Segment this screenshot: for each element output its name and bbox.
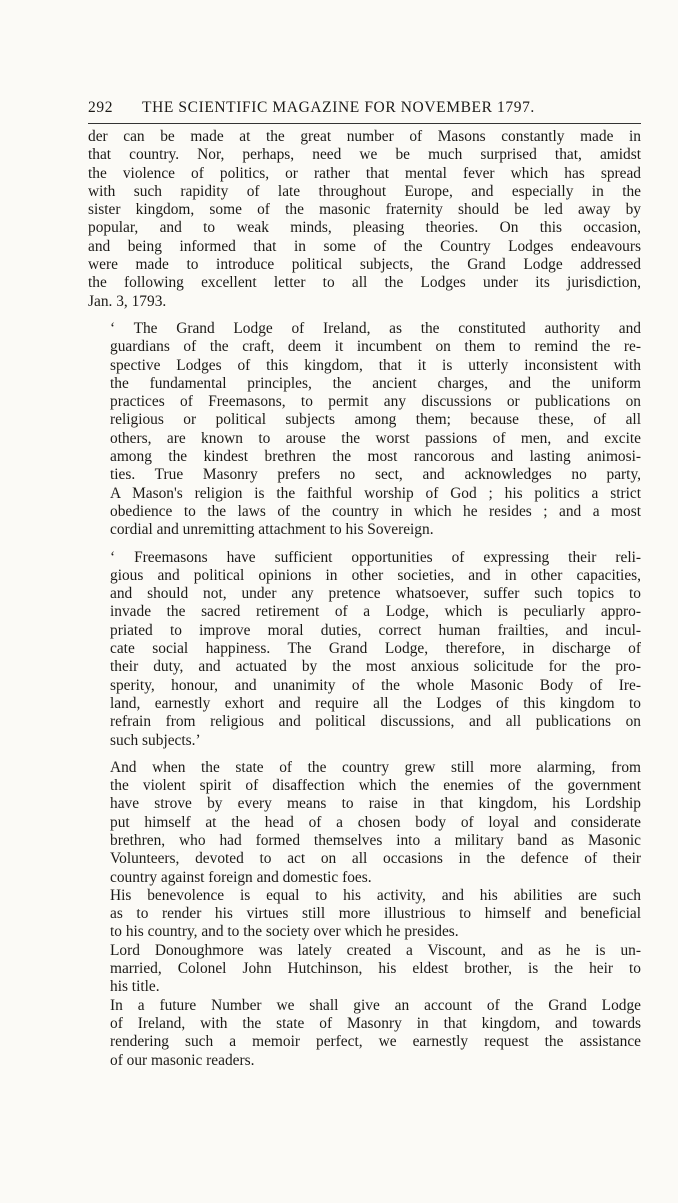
text-line: Volunteers, devoted to act on all occasions in the defence of their	[110, 850, 641, 868]
text-line: practices of Freemasons, to permit any discussions or publications on	[110, 393, 641, 411]
text-line: the violence of politics, or rather that mental fever which has spread	[88, 164, 641, 182]
text-line: their duty, and actuated by the most anxious solicitude for the pro-	[110, 658, 641, 676]
text-line: that country. Nor, perhaps, need we be much surprised that, amidst	[88, 146, 641, 164]
running-header	[88, 99, 640, 117]
text-line: country against foreign and domestic foes.	[110, 868, 372, 886]
text-line: others, are known to arouse the worst passions of men, and excite	[110, 429, 641, 447]
text-line: A Mason's religion is the faithful worship of God ; his politics a strict	[110, 484, 641, 502]
article-body	[88, 128, 641, 1070]
text-line: invade the sacred retirement of a Lodge, which is peculiarly appro-	[110, 603, 641, 621]
paragraph-2-letter-part-1	[88, 320, 641, 540]
text-line: sperity, honour, and unanimity of the whole Masonic Body of Ire-	[110, 676, 641, 694]
text-line: priated to improve moral duties, correct human frailties, and incul-	[110, 621, 641, 639]
text-line: land, earnestly exhort and require all the Lodges of this kingdom to	[110, 694, 641, 712]
text-line: gious and political opinions in other societies, and in other capacities,	[110, 566, 641, 584]
text-line: to his country, and to the society over which he presides.	[110, 923, 459, 941]
text-line: religious or political subjects among them; because these, of all	[110, 411, 641, 429]
text-line: ‘ The Grand Lodge of Ireland, as the constituted authority and	[110, 319, 641, 337]
paragraph-3-letter-part-2	[88, 549, 641, 750]
header-rule	[88, 123, 641, 124]
page-number: 292	[88, 99, 114, 116]
text-line: ties. True Masonry prefers no sect, and acknowledges no party,	[110, 466, 641, 484]
text-line: brethren, who had formed themselves into a military band as Masonic	[110, 831, 641, 849]
paragraph-7	[88, 997, 641, 1070]
text-line: of Ireland, with the state of Masonry in that kingdom, and towards	[110, 1014, 641, 1032]
text-line: His benevolence is equal to his activity, and his abilities are such	[110, 886, 641, 904]
text-line: with such rapidity of late throughout Europe, and especially in the	[88, 182, 641, 200]
text-line: as to render his virtues still more illustrious to himself and beneficial	[110, 905, 641, 923]
paragraph-1	[88, 128, 641, 311]
paragraph-6	[88, 942, 641, 997]
text-line: popular, and to weak minds, pleasing theories. On this occasion,	[88, 219, 641, 237]
text-line: spective Lodges of this kingdom, that it is utterly inconsistent with	[110, 356, 641, 374]
paragraph-5	[88, 887, 641, 942]
text-line: cate social happiness. The Grand Lodge, therefore, in discharge of	[110, 640, 641, 658]
text-line: In a future Number we shall give an account of the Grand Lodge	[110, 996, 641, 1014]
text-line: der can be made at the great number of Masons constantly made in	[88, 128, 641, 145]
text-line: of our masonic readers.	[110, 1051, 255, 1069]
text-line: the fundamental principles, the ancient charges, and the uniform	[110, 374, 641, 392]
text-line: And when the state of the country grew still more alarming, from	[110, 758, 641, 776]
text-line: put himself at the head of a chosen body of loyal and considerate	[110, 813, 641, 831]
text-line: and should not, under any pretence whatsoever, suffer such topics to	[110, 585, 641, 603]
text-line: married, Colonel John Hutchinson, his eldest brother, is the heir to	[110, 960, 641, 978]
paragraph-4	[88, 759, 641, 887]
text-line: refrain from religious and political discussions, and all publications on	[110, 713, 641, 731]
text-line: and being informed that in some of the Country Lodges endeavours	[88, 237, 641, 255]
text-line: were made to introduce political subjects, the Grand Lodge addressed	[88, 256, 641, 274]
text-line: cordial and unremitting attachment to his Sovereign.	[110, 521, 434, 539]
text-line: the violent spirit of disaffection which the enemies of the government	[110, 777, 641, 795]
text-line: Jan. 3, 1793.	[88, 292, 167, 310]
text-line: his title.	[110, 978, 160, 996]
text-line: sister kingdom, some of the masonic fraternity should be led away by	[88, 201, 641, 219]
text-line: obedience to the laws of the country in which he resides ; and a most	[110, 502, 641, 520]
text-line: such subjects.’	[110, 731, 201, 749]
text-line: among the kindest brethren the most rancorous and lasting animosi-	[110, 448, 641, 466]
text-line: rendering such a memoir perfect, we earnestly request the assistance	[110, 1033, 641, 1051]
text-line: the following excellent letter to all the Lodges under its jurisdiction,	[88, 274, 641, 292]
text-line: Lord Donoughmore was lately created a Viscount, and as he is un-	[110, 941, 641, 959]
text-line: guardians of the craft, deem it incumbent on them to remind the re-	[110, 338, 641, 356]
running-title: THE SCIENTIFIC MAGAZINE FOR NOVEMBER 1797.	[142, 99, 535, 116]
text-line: have strove by every means to raise in that kingdom, his Lordship	[110, 795, 641, 813]
text-line: ‘ Freemasons have sufficient opportunities of expressing their reli-	[110, 548, 641, 566]
